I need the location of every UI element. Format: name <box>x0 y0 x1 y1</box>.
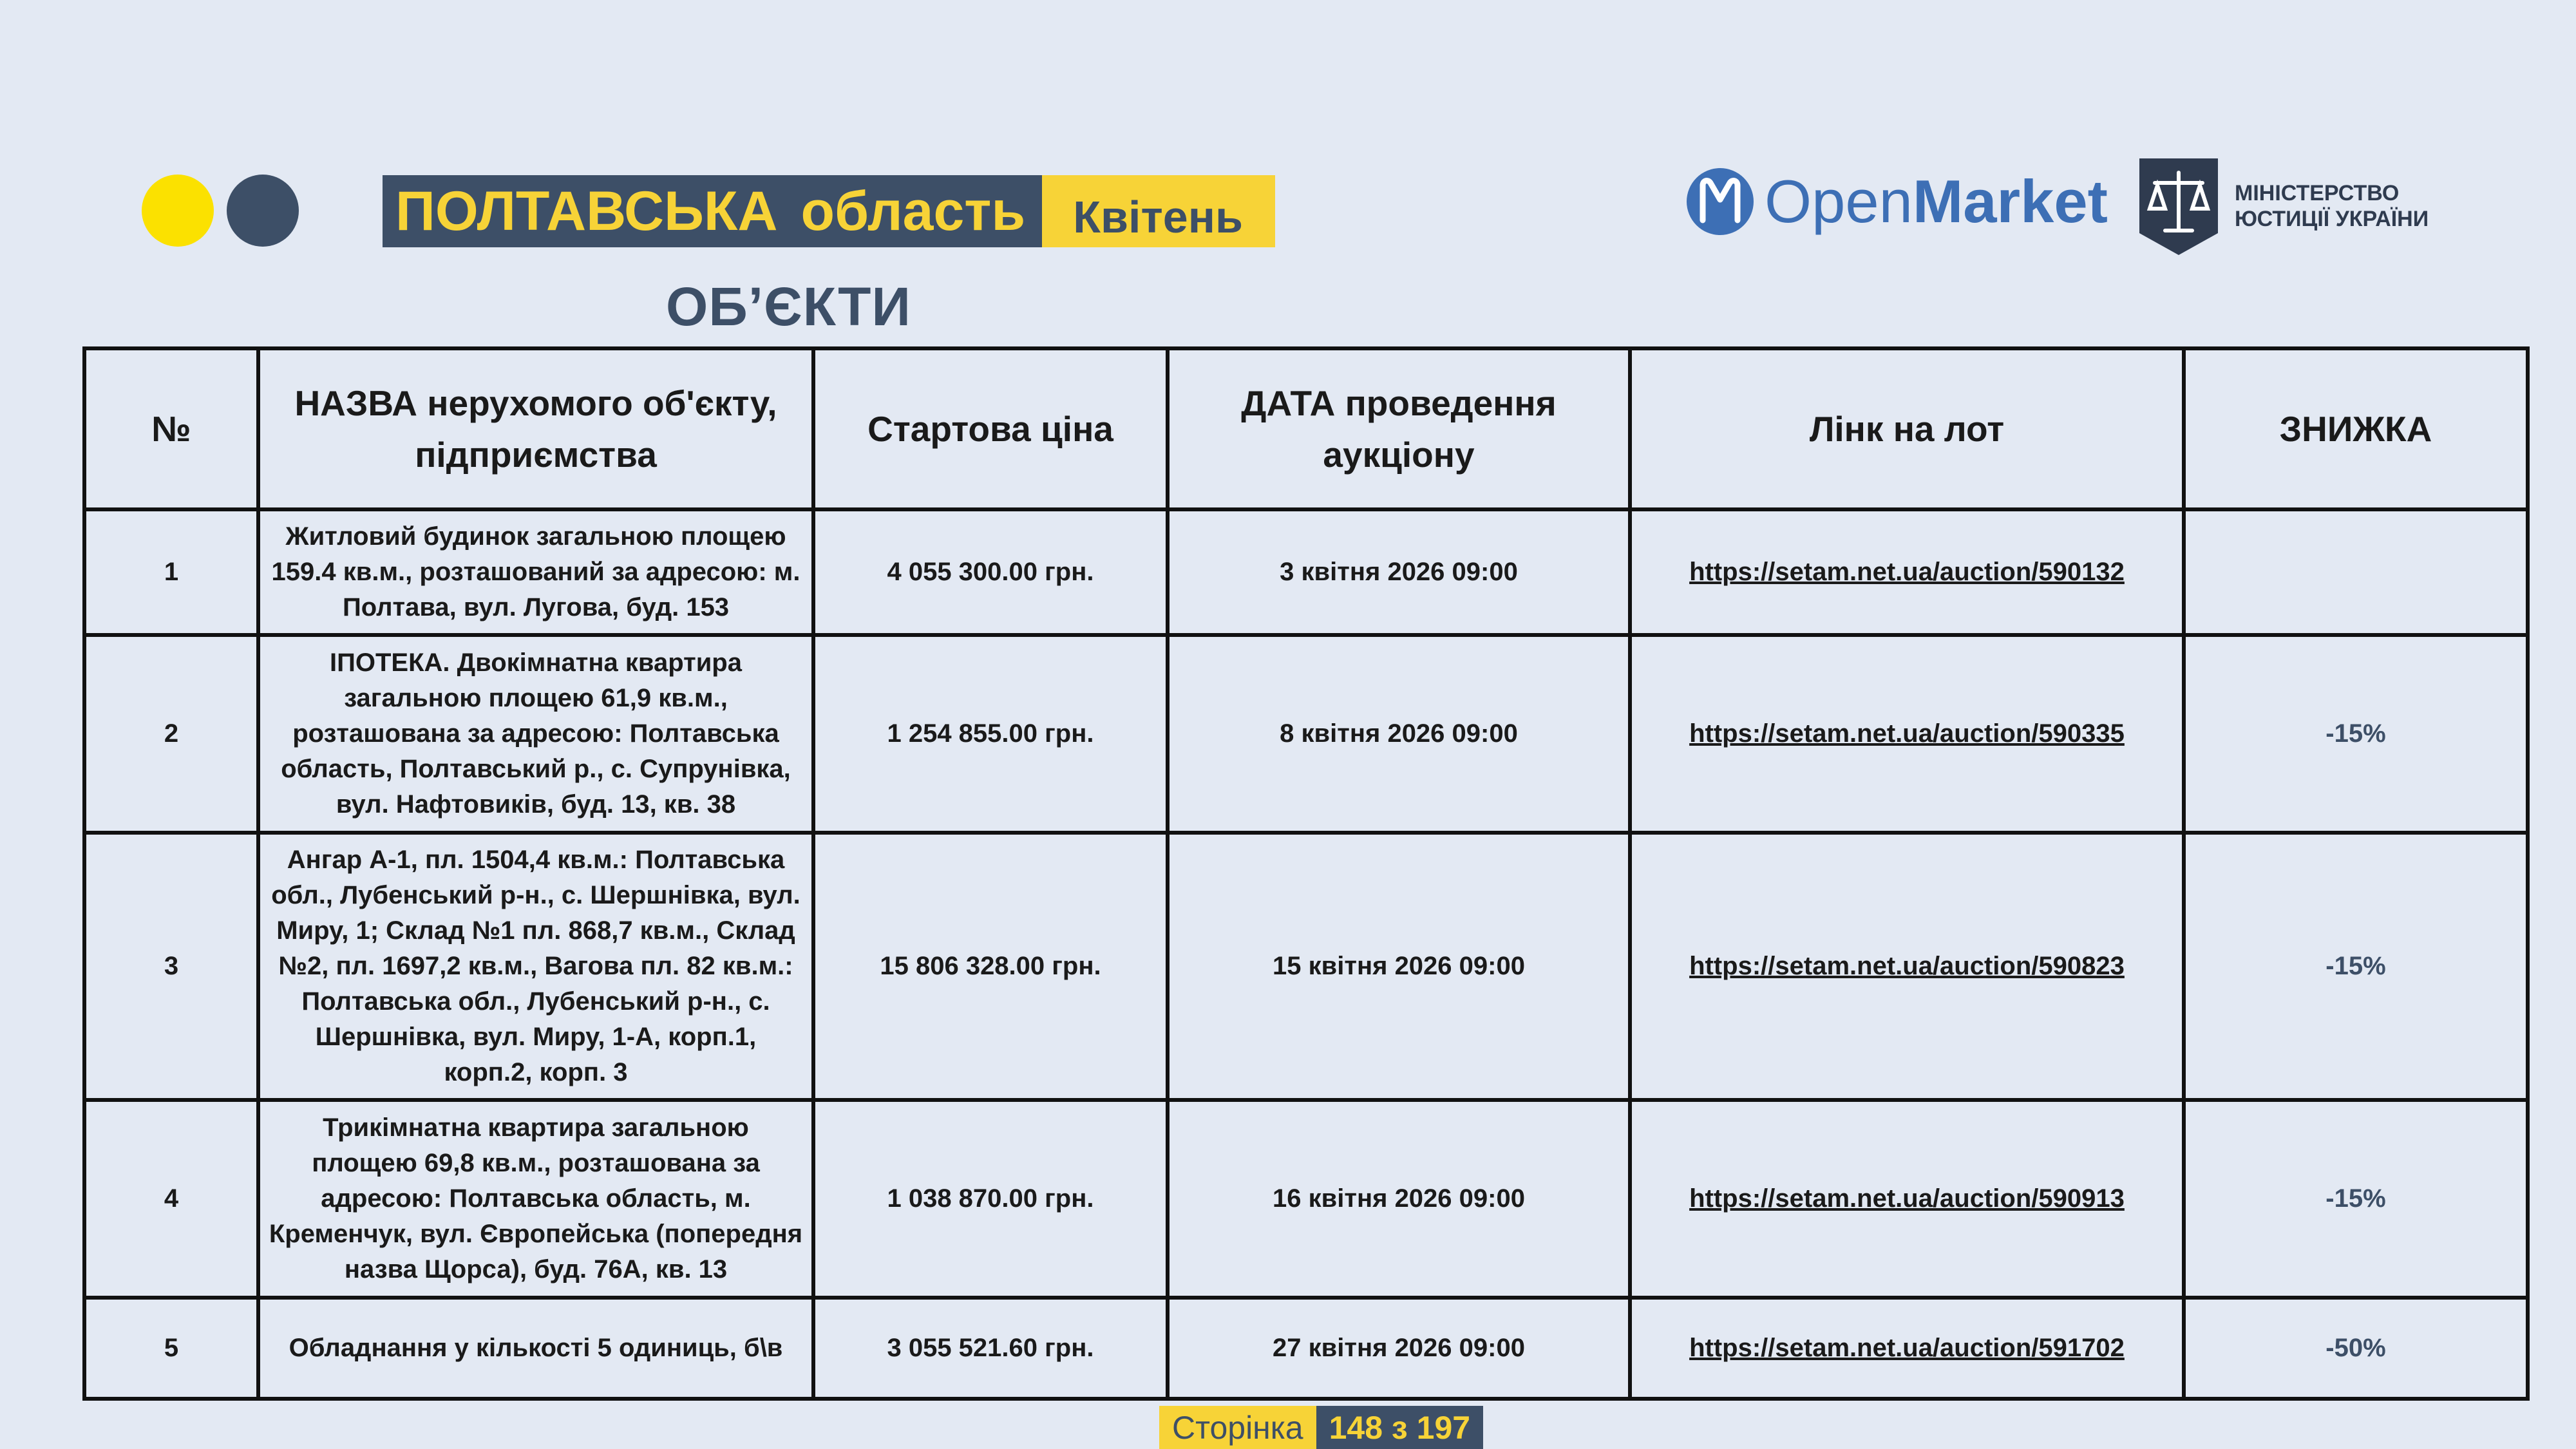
object-name: Житловий будинок загальною площею 159.4 кв.м., розташований за адресою: м. Полтава, вул. Лугова, буд. 153 <box>258 509 813 635</box>
ministry-logo <box>2137 155 2429 258</box>
auction-date: 27 квітня 2026 09:00 <box>1168 1298 1630 1399</box>
openmarket-wordmark <box>1765 167 2108 236</box>
decorative-dot-yellow <box>142 175 214 247</box>
objects-heading: ОБ’ЄКТИ <box>666 276 911 337</box>
row-number: 5 <box>84 1298 258 1399</box>
auction-date: 15 квітня 2026 09:00 <box>1168 833 1630 1100</box>
row-number: 4 <box>84 1100 258 1298</box>
region-title <box>383 175 1042 247</box>
openmarket-m-icon <box>1685 166 1756 237</box>
ministry-line-1: МІНІСТЕРСТВО <box>2235 181 2400 205</box>
discount: -50% <box>2184 1298 2528 1399</box>
region-suffix: область <box>800 180 1026 242</box>
object-name: Трикімнатна квартира загальною площею 69,8 кв.м., розташована за адресою: Полтавська область, м. Кременчук, вул. Європейська (попередня назва Щорса), буд. 76А, кв. 13 <box>258 1100 813 1298</box>
auction-date: 3 квітня 2026 09:00 <box>1168 509 1630 635</box>
lot-link[interactable]: https://setam.net.ua/auction/591702 <box>1689 1334 2125 1362</box>
auction-date: 8 квітня 2026 09:00 <box>1168 635 1630 833</box>
column-header-num: № <box>84 348 258 509</box>
ministry-name <box>2235 180 2429 232</box>
column-header-name: НАЗВА нерухомого об'єкту, підприємства <box>258 348 813 509</box>
region-name: ПОЛТАВСЬКА <box>395 180 778 242</box>
table-row <box>84 635 2528 833</box>
lot-link[interactable]: https://setam.net.ua/auction/590913 <box>1689 1184 2125 1213</box>
start-price: 3 055 521.60 грн. <box>813 1298 1168 1399</box>
object-name: ІПОТЕКА. Двокімнатна квартира загальною площею 61,9 кв.м., розташована за адресою: Полтавська область, Полтавський р., с. Супрунівка, вул. Нафтовиків, буд. 13, кв. 38 <box>258 635 813 833</box>
object-name: Обладнання у кількості 5 одиниць, б\в <box>258 1298 813 1399</box>
lot-link[interactable]: https://setam.net.ua/auction/590132 <box>1689 558 2125 586</box>
object-name: Ангар А-1, пл. 1504,4 кв.м.: Полтавська обл., Лубенський р-н., с. Шершнівка, вул. Миру, 1; Склад №1 пл. 868,7 кв.м., Склад №2, пл. 1697,2 кв.м., Вагова пл. 82 кв.м.: Полтавська обл., Лубенський р-н., с. Шершнівка, вул. Миру, 1-А, корп.1, корп.2, корп. 3 <box>258 833 813 1100</box>
lot-link[interactable]: https://setam.net.ua/auction/590335 <box>1689 719 2125 748</box>
lot-link-cell <box>1630 1100 2184 1298</box>
row-number: 3 <box>84 833 258 1100</box>
start-price: 15 806 328.00 грн. <box>813 833 1168 1100</box>
row-number: 2 <box>84 635 258 833</box>
discount: -15% <box>2184 833 2528 1100</box>
month-label: Квітень <box>1042 175 1275 247</box>
auction-date: 16 квітня 2026 09:00 <box>1168 1100 1630 1298</box>
lot-link-cell <box>1630 1298 2184 1399</box>
column-header-price: Стартова ціна <box>813 348 1168 509</box>
column-header-link: Лінк на лот <box>1630 348 2184 509</box>
table-row <box>84 1100 2528 1298</box>
start-price: 1 254 855.00 грн. <box>813 635 1168 833</box>
ministry-line-2: ЮСТИЦІЇ УКРАЇНИ <box>2235 207 2429 231</box>
start-price: 4 055 300.00 грн. <box>813 509 1168 635</box>
table-row <box>84 509 2528 635</box>
start-price: 1 038 870.00 грн. <box>813 1100 1168 1298</box>
discount: -15% <box>2184 1100 2528 1298</box>
column-header-date: ДАТА проведення аукціону <box>1168 348 1630 509</box>
page-counter-label: Сторінка <box>1159 1406 1316 1449</box>
openmarket-market: Market <box>1912 167 2108 235</box>
page-counter <box>1159 1406 1483 1449</box>
decorative-dot-navy <box>227 175 299 247</box>
scales-shield-icon <box>2137 155 2221 258</box>
table-row <box>84 1298 2528 1399</box>
table-row <box>84 833 2528 1100</box>
page-title <box>383 175 1275 247</box>
discount: -15% <box>2184 635 2528 833</box>
lot-link[interactable]: https://setam.net.ua/auction/590823 <box>1689 952 2125 980</box>
column-header-discount: ЗНИЖКА <box>2184 348 2528 509</box>
lot-link-cell <box>1630 833 2184 1100</box>
openmarket-logo <box>1685 166 2108 237</box>
table-header-row <box>84 348 2528 509</box>
objects-table <box>82 346 2530 1401</box>
discount <box>2184 509 2528 635</box>
lot-link-cell <box>1630 635 2184 833</box>
openmarket-open: Open <box>1765 167 1913 235</box>
page-counter-number: 148 з 197 <box>1316 1406 1483 1449</box>
lot-link-cell <box>1630 509 2184 635</box>
row-number: 1 <box>84 509 258 635</box>
